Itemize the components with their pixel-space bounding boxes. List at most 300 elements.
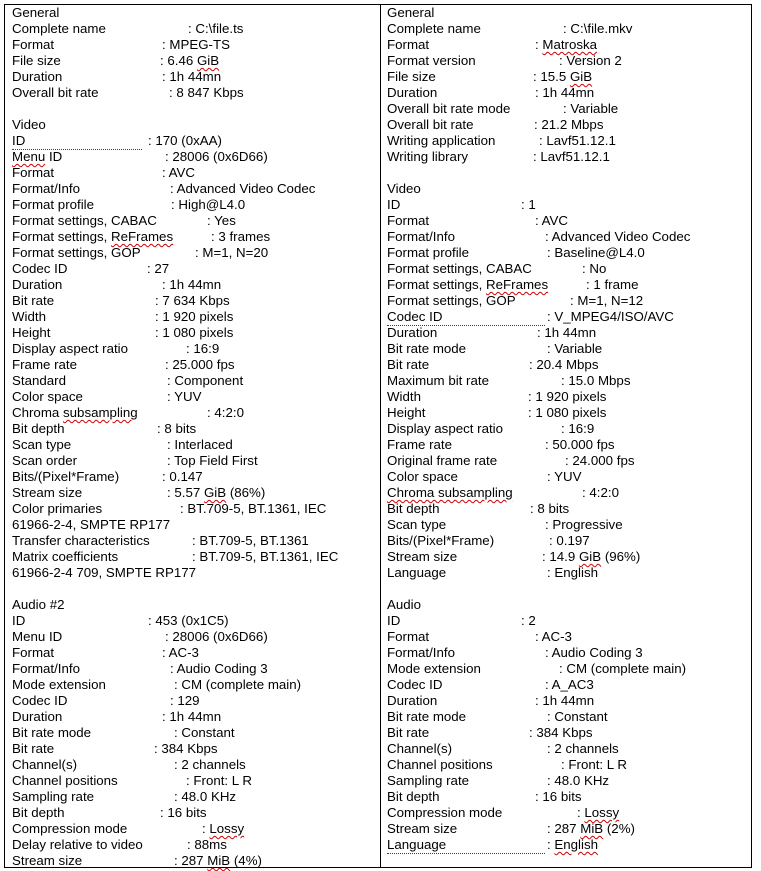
property-row (387, 677, 749, 693)
property-row (12, 645, 374, 661)
right-column-file-mkv (387, 5, 749, 853)
property-key: Format/Info (12, 661, 80, 676)
property-value: : 2 (521, 613, 536, 628)
section-heading (12, 597, 374, 613)
property-key: Height (12, 325, 51, 340)
property-value: : AC-3 (535, 629, 572, 644)
property-row (387, 69, 749, 85)
section-heading (12, 5, 374, 21)
property-key: ID (387, 613, 401, 628)
property-value: : 1h 44mn (535, 693, 595, 708)
property-row (12, 837, 374, 853)
property-row (387, 325, 749, 341)
property-key: Format settings, GOP (387, 293, 516, 308)
property-value: : 8 bits (157, 421, 197, 436)
property-value: : English (547, 837, 599, 852)
property-value: : 1h 44mn (537, 325, 597, 340)
property-value: : 1 920 pixels (528, 389, 607, 404)
property-row (12, 629, 374, 645)
property-value: : 8 bits (530, 501, 570, 516)
property-value: : 14.9 GiB (96%) (542, 549, 641, 564)
section-heading-text: Audio (387, 597, 422, 612)
property-row (12, 677, 374, 693)
property-key: Bit rate (12, 741, 55, 756)
left-column-file-ts (12, 5, 374, 869)
property-value: : Front: L R (186, 773, 253, 788)
property-value: : Constant (547, 709, 608, 724)
property-key: Writing library (387, 149, 469, 164)
property-key: Codec ID (387, 677, 443, 692)
property-value: : 16 bits (160, 805, 207, 820)
property-row (387, 149, 749, 165)
property-value: : 170 (0xAA) (148, 133, 222, 148)
continuation-value: 61966-2-4, SMPTE RP177 (12, 517, 171, 532)
property-row (387, 661, 749, 677)
property-value: : Component (167, 373, 244, 388)
property-value: : Audio Coding 3 (545, 645, 643, 660)
property-value: : 384 Kbps (154, 741, 218, 756)
property-row (387, 549, 749, 565)
property-value: : AVC (162, 165, 196, 180)
property-row (387, 197, 749, 213)
property-value: : 384 Kbps (529, 725, 593, 740)
property-key: Mode extension (12, 677, 106, 692)
property-row (12, 229, 374, 245)
property-value: : 48.0 KHz (174, 789, 237, 804)
property-row (387, 213, 749, 229)
property-key: Frame rate (387, 437, 453, 452)
property-row (12, 469, 374, 485)
property-row (12, 277, 374, 293)
property-value: : MPEG-TS (162, 37, 230, 52)
property-key: Format settings, ReFrames (12, 229, 174, 244)
property-value: : 4:2:0 (207, 405, 244, 420)
property-key: Format (387, 213, 430, 228)
property-key: Compression mode (12, 821, 128, 836)
property-row (12, 773, 374, 789)
property-key: Maximum bit rate (387, 373, 489, 388)
property-value: : 16:9 (561, 421, 595, 436)
property-value: : 1h 44mn (162, 277, 222, 292)
property-key: Format/Info (387, 645, 455, 660)
property-row (12, 613, 374, 629)
property-value: : 15.5 GiB (533, 69, 593, 84)
property-value: : No (582, 261, 607, 276)
property-key: Format (12, 37, 55, 52)
property-key: Bit depth (387, 789, 440, 804)
property-row (12, 709, 374, 725)
property-row (12, 197, 374, 213)
property-row (12, 133, 374, 149)
property-value: : CM (complete main) (559, 661, 687, 676)
property-row (387, 437, 749, 453)
blank-line (387, 165, 749, 181)
property-key: File size (387, 69, 436, 84)
property-value: : BT.709-5, BT.1361, IEC (192, 549, 339, 564)
property-value: : 48.0 KHz (547, 773, 610, 788)
property-key: Chroma subsampling (387, 485, 513, 500)
property-value: : 2 channels (174, 757, 246, 772)
property-row (12, 757, 374, 773)
property-value: : English (547, 565, 598, 580)
property-row (12, 389, 374, 405)
property-row (12, 421, 374, 437)
property-row (387, 517, 749, 533)
property-row (12, 357, 374, 373)
property-key: Complete name (12, 21, 106, 36)
property-row (387, 277, 749, 293)
property-key: ID (12, 133, 26, 148)
property-row (387, 565, 749, 581)
property-row (12, 661, 374, 677)
property-value: : 8 847 Kbps (169, 85, 244, 100)
property-key: Matrix coefficients (12, 549, 119, 564)
property-key: Sampling rate (12, 789, 95, 804)
property-value: : 1 (521, 197, 536, 212)
property-key: Channel positions (12, 773, 118, 788)
property-key: Bit depth (12, 805, 65, 820)
property-row (387, 805, 749, 821)
property-row (387, 37, 749, 53)
property-row (387, 757, 749, 773)
column-divider (380, 5, 381, 867)
section-heading (387, 181, 749, 197)
property-value: : Lossy (577, 805, 620, 820)
property-key: Format settings, CABAC (12, 213, 157, 228)
blank-line (12, 581, 374, 597)
property-row (12, 437, 374, 453)
property-key: Codec ID (387, 309, 443, 324)
property-row (12, 549, 374, 565)
property-key: Stream size (387, 821, 458, 836)
property-value: : 50.000 fps (545, 437, 615, 452)
property-key: Language (387, 837, 447, 852)
property-key: Writing application (387, 133, 496, 148)
property-value: : M=1, N=12 (570, 293, 644, 308)
property-key: Height (387, 405, 426, 420)
property-row (12, 821, 374, 837)
property-key: Duration (387, 85, 438, 100)
property-key: ID (12, 613, 26, 628)
property-value: : Lavf51.12.1 (539, 133, 616, 148)
section-heading (387, 597, 749, 613)
property-row (12, 725, 374, 741)
property-value: : Yes (207, 213, 236, 228)
property-value: : 453 (0x1C5) (148, 613, 229, 628)
property-value: : 27 (147, 261, 170, 276)
property-value: : 28006 (0x6D66) (165, 149, 268, 164)
property-row (387, 613, 749, 629)
property-row (387, 85, 749, 101)
property-row (12, 213, 374, 229)
property-row (12, 533, 374, 549)
property-key: Bit depth (12, 421, 65, 436)
property-key: Bit rate (12, 293, 55, 308)
property-key: Sampling rate (387, 773, 470, 788)
property-value: : M=1, N=20 (195, 245, 269, 260)
property-key: Format settings, ReFrames (387, 277, 549, 292)
property-row (12, 245, 374, 261)
property-row (387, 501, 749, 517)
property-value: : High@L4.0 (171, 197, 246, 212)
property-row (12, 293, 374, 309)
property-key: Color space (12, 389, 83, 404)
property-row (12, 53, 374, 69)
property-value: : 16 bits (535, 789, 582, 804)
property-key: Duration (12, 709, 63, 724)
property-value: : 1h 44mn (162, 69, 222, 84)
property-key: Compression mode (387, 805, 503, 820)
section-heading-text: Video (387, 181, 421, 196)
continuation-text (12, 517, 374, 533)
property-row (387, 373, 749, 389)
property-value: : 28006 (0x6D66) (165, 629, 268, 644)
property-row (387, 821, 749, 837)
property-key: Chroma subsampling (12, 405, 138, 420)
property-key: Format settings, CABAC (387, 261, 532, 276)
property-key: Format/Info (387, 229, 455, 244)
property-value: : 1 080 pixels (528, 405, 607, 420)
property-value: : Variable (547, 341, 603, 356)
property-value: : 20.4 Mbps (529, 357, 599, 372)
property-key: Stream size (387, 549, 458, 564)
property-value: : Front: L R (561, 757, 628, 772)
property-key: Scan type (12, 437, 72, 452)
property-value: : Matroska (535, 37, 598, 52)
property-value: : 129 (170, 693, 200, 708)
property-value: : 88ms (187, 837, 227, 852)
property-value: : V_MPEG4/ISO/AVC (547, 309, 674, 324)
property-key: Format (12, 165, 55, 180)
property-row (387, 405, 749, 421)
property-key: Duration (12, 69, 63, 84)
property-key: Original frame rate (387, 453, 498, 468)
property-key: Bit rate mode (387, 709, 467, 724)
property-key: ID (387, 197, 401, 212)
section-heading (387, 5, 749, 21)
property-row (387, 21, 749, 37)
property-value: : C:\file.mkv (563, 21, 633, 36)
property-row (387, 53, 749, 69)
property-row (387, 469, 749, 485)
continuation-value: 61966-2-4 709, SMPTE RP177 (12, 565, 197, 580)
property-value: : CM (complete main) (174, 677, 302, 692)
property-value: : YUV (547, 469, 582, 484)
property-value: : AVC (535, 213, 569, 228)
property-value: : C:\file.ts (188, 21, 244, 36)
property-row (387, 693, 749, 709)
property-row (12, 405, 374, 421)
property-value: : 21.2 Mbps (534, 117, 604, 132)
property-value: : Baseline@L4.0 (547, 245, 645, 260)
property-value: : 4:2:0 (582, 485, 619, 500)
property-row (12, 453, 374, 469)
property-value: : BT.709-5, BT.1361, IEC (180, 501, 327, 516)
property-row (387, 293, 749, 309)
property-key: Duration (387, 325, 438, 340)
property-row (12, 693, 374, 709)
property-key: Display aspect ratio (12, 341, 129, 356)
property-row (12, 341, 374, 357)
media-info-comparison-table (4, 4, 752, 868)
property-key: Codec ID (12, 261, 68, 276)
property-value: : Advanced Video Codec (170, 181, 316, 196)
blank-line (387, 581, 749, 597)
property-row (387, 453, 749, 469)
property-key: Overall bit rate mode (387, 101, 511, 116)
property-value: : Audio Coding 3 (170, 661, 268, 676)
property-value: : 0.197 (549, 533, 590, 548)
property-key: Frame rate (12, 357, 78, 372)
property-key: Format (387, 37, 430, 52)
property-row (12, 21, 374, 37)
property-row (12, 69, 374, 85)
property-key: Color primaries (12, 501, 103, 516)
property-row (12, 309, 374, 325)
property-key: Language (387, 565, 447, 580)
property-key: Complete name (387, 21, 481, 36)
property-key: Width (12, 309, 46, 324)
property-key: Bit rate mode (12, 725, 92, 740)
property-value: : A_AC3 (545, 677, 594, 692)
property-key: Duration (387, 693, 438, 708)
property-row (12, 37, 374, 53)
section-heading-text: General (387, 5, 435, 20)
property-value: : 1 frame (586, 277, 639, 292)
property-value: : 6.46 GiB (160, 53, 220, 68)
property-row (387, 229, 749, 245)
property-row (387, 645, 749, 661)
property-value: : 25.000 fps (165, 357, 235, 372)
property-row (387, 725, 749, 741)
property-row (12, 181, 374, 197)
property-value: : 287 MiB (4%) (174, 853, 262, 868)
property-row (387, 117, 749, 133)
property-key: Delay relative to video (12, 837, 143, 852)
property-row (12, 149, 374, 165)
property-key: Bit rate (387, 357, 430, 372)
property-row (387, 533, 749, 549)
property-key: Menu ID (12, 149, 63, 164)
section-heading (12, 117, 374, 133)
property-value: : 16:9 (186, 341, 220, 356)
property-key: Bits/(Pixel*Frame) (387, 533, 495, 548)
property-value: : 24.000 fps (565, 453, 635, 468)
section-heading-text: Audio #2 (12, 597, 65, 612)
property-row (387, 421, 749, 437)
property-value: : Advanced Video Codec (545, 229, 691, 244)
property-key: Color space (387, 469, 458, 484)
property-key: Format (387, 629, 430, 644)
property-row (12, 261, 374, 277)
property-row (12, 789, 374, 805)
property-row (387, 101, 749, 117)
property-value: : 5.57 GiB (86%) (167, 485, 266, 500)
property-value: : Progressive (545, 517, 623, 532)
property-row (12, 805, 374, 821)
property-value: : 3 frames (211, 229, 271, 244)
property-value: : 1h 44mn (535, 85, 595, 100)
property-value: : 287 MiB (2%) (547, 821, 635, 836)
property-key: Stream size (12, 485, 83, 500)
property-key: Mode extension (387, 661, 481, 676)
property-key: Channel(s) (12, 757, 78, 772)
property-row (12, 373, 374, 389)
property-key: File size (12, 53, 61, 68)
property-row (387, 133, 749, 149)
property-row (12, 85, 374, 101)
property-row (387, 485, 749, 501)
property-row (387, 773, 749, 789)
property-value: : Top Field First (167, 453, 258, 468)
property-value: : 0.147 (162, 469, 203, 484)
property-key: Bits/(Pixel*Frame) (12, 469, 120, 484)
property-key: Display aspect ratio (387, 421, 504, 436)
property-value: : Lossy (202, 821, 245, 836)
property-key: Codec ID (12, 693, 68, 708)
property-row (12, 853, 374, 869)
property-value: : 15.0 Mbps (561, 373, 631, 388)
property-row (387, 629, 749, 645)
property-value: : 7 634 Kbps (155, 293, 230, 308)
property-key: Format/Info (12, 181, 80, 196)
property-row (12, 485, 374, 501)
property-value: : 1 080 pixels (155, 325, 234, 340)
property-value: : 1 920 pixels (155, 309, 234, 324)
property-key: Format profile (12, 197, 95, 212)
property-key: Scan type (387, 517, 447, 532)
property-key: Width (387, 389, 421, 404)
property-row (387, 245, 749, 261)
property-row (12, 165, 374, 181)
property-key: Overall bit rate (12, 85, 99, 100)
property-row (387, 837, 749, 853)
property-row (387, 341, 749, 357)
property-key: Format settings, GOP (12, 245, 141, 260)
property-key: Duration (12, 277, 63, 292)
property-value: : Constant (174, 725, 235, 740)
property-key: Scan order (12, 453, 78, 468)
property-row (12, 501, 374, 517)
property-value: : BT.709-5, BT.1361 (192, 533, 309, 548)
property-key: Bit rate (387, 725, 430, 740)
property-value: : 1h 44mn (162, 709, 222, 724)
property-row (387, 389, 749, 405)
property-key: Transfer characteristics (12, 533, 150, 548)
property-row (12, 325, 374, 341)
property-value: : 2 channels (547, 741, 619, 756)
property-row (12, 741, 374, 757)
property-key: Channel positions (387, 757, 493, 772)
property-key: Stream size (12, 853, 83, 868)
section-heading-text: Video (12, 117, 46, 132)
property-key: Standard (12, 373, 66, 388)
property-key: Bit depth (387, 501, 440, 516)
property-value: : YUV (167, 389, 202, 404)
property-row (387, 741, 749, 757)
property-key: Overall bit rate (387, 117, 474, 132)
blank-line (12, 101, 374, 117)
property-key: Menu ID (12, 629, 63, 644)
property-row (387, 709, 749, 725)
property-value: : AC-3 (162, 645, 199, 660)
property-row (387, 789, 749, 805)
property-key: Bit rate mode (387, 341, 467, 356)
property-key: Format profile (387, 245, 470, 260)
property-value: : Interlaced (167, 437, 233, 452)
property-value: : Version 2 (559, 53, 622, 68)
continuation-text (12, 565, 374, 581)
